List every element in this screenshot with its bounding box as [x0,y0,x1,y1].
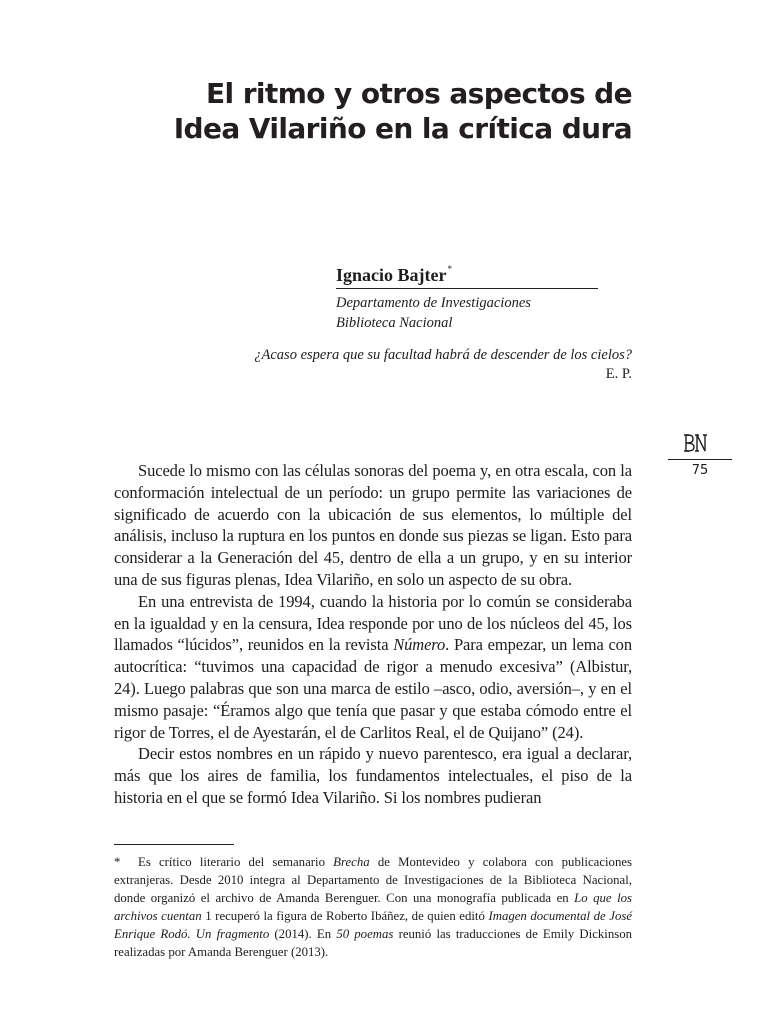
author-block [336,258,598,333]
page-number: 75 [691,463,709,478]
author-name-text: Ignacio Bajter [336,265,447,285]
author-affiliation [336,293,598,333]
footnote-rule [114,844,234,845]
epigraph [150,346,632,384]
footnote-text [114,853,632,961]
bn-monogram-icon [683,432,709,454]
epigraph-attribution: E. P. [605,366,632,382]
footnote-italic-imagen-documental: Imagen documental de José Enrique Rodó. Un fragmento [114,909,633,941]
affiliation-line-2: Biblioteca Nacional [336,315,453,331]
journal-title-numero: Número [393,635,446,655]
footnote-part-4: (2014). En [269,927,337,941]
footnote-part-1: Es crítico literario del semanario [138,855,334,869]
page-number-rule [668,459,732,460]
body-paragraph-3: Decir estos nombres en un rápido y nuevo parentesco, era igual a declarar, más que los aires de familia, los fundamentos intelectuales, el piso de la historia en el que se formó Idea Vilariño. Si los nombres pudieran [114,744,632,807]
body-paragraph-2 [114,591,632,744]
title-line-2: Idea Vilariño en la crítica dura [173,112,632,145]
author-footnote-marker: * [447,264,452,274]
body-paragraph-1: Sucede lo mismo con las células sonoras del poema y, en otra escala, con la conformación intelectual de un período: un grupo permite las variaciones de significado de acuerdo con la ubicación de sus elementos, lo múltiple del análisis, incluso la ruptura en los puntos en donde sus piezas se ligan. Esto para considerar a la Generación del 45, dentro de ella a un grupo, y en su interior una de sus figuras plenas, Idea Vilariño, en solo un aspecto de su obra. [114,461,632,589]
body-paragraph-2-part-1: En una entrevista de 1994, cuando la historia por lo común se consideraba en la igualdad y en la censura, Idea responde por uno de los núcleos del 45, los llamados “lúcidos”, reunidos en la revista [114,591,632,655]
footnote-marker: * [114,855,121,869]
footnote-part-3: 1 recuperó la figura de Roberto Ibáñez, de quien editó [201,909,489,923]
footnote-italic-50-poemas: 50 poemas [336,927,394,941]
footnote-italic-archivos: Lo que los archivos cuentan [114,891,632,923]
affiliation-line-1: Departamento de Investigaciones [336,295,531,311]
footnote-italic-brecha: Brecha [333,855,370,869]
footnote-part-2: de Montevideo y colabora con publicaciones extranjeras. Desde 2010 integra al Departamento de Investigaciones de la Biblioteca Nacional, donde organizó el archivo de Amanda Berenguer. Con una monografía publicada en [114,855,633,905]
title-line-1: El ritmo y otros aspectos de [206,77,632,110]
footnote [114,853,632,961]
epigraph-quote: ¿Acaso espera que su facultad habrá de descender de los cielos? [254,347,632,363]
body-paragraph-2-part-2: . Para empezar, un lema con autocrítica: “tuvimos una capacidad de rigor a menudo excesiva” (Albistur, 24). Luego palabras que son una marca de estilo –asco, odio, aversión–, y en el mismo pasaje: “Éramos algo que tenía que pasar y que estaba cómodo entre el rigor de Torres, el de Ayestarán, el de Carlitos Real, el de Quijano” (24). [114,635,632,742]
footnote-part-5: reunió las traducciones de Emily Dickinson realizadas por Amanda Berenguer (2013). [114,927,633,959]
author-name [336,258,598,289]
article-body [114,460,632,809]
article-title [140,76,632,146]
